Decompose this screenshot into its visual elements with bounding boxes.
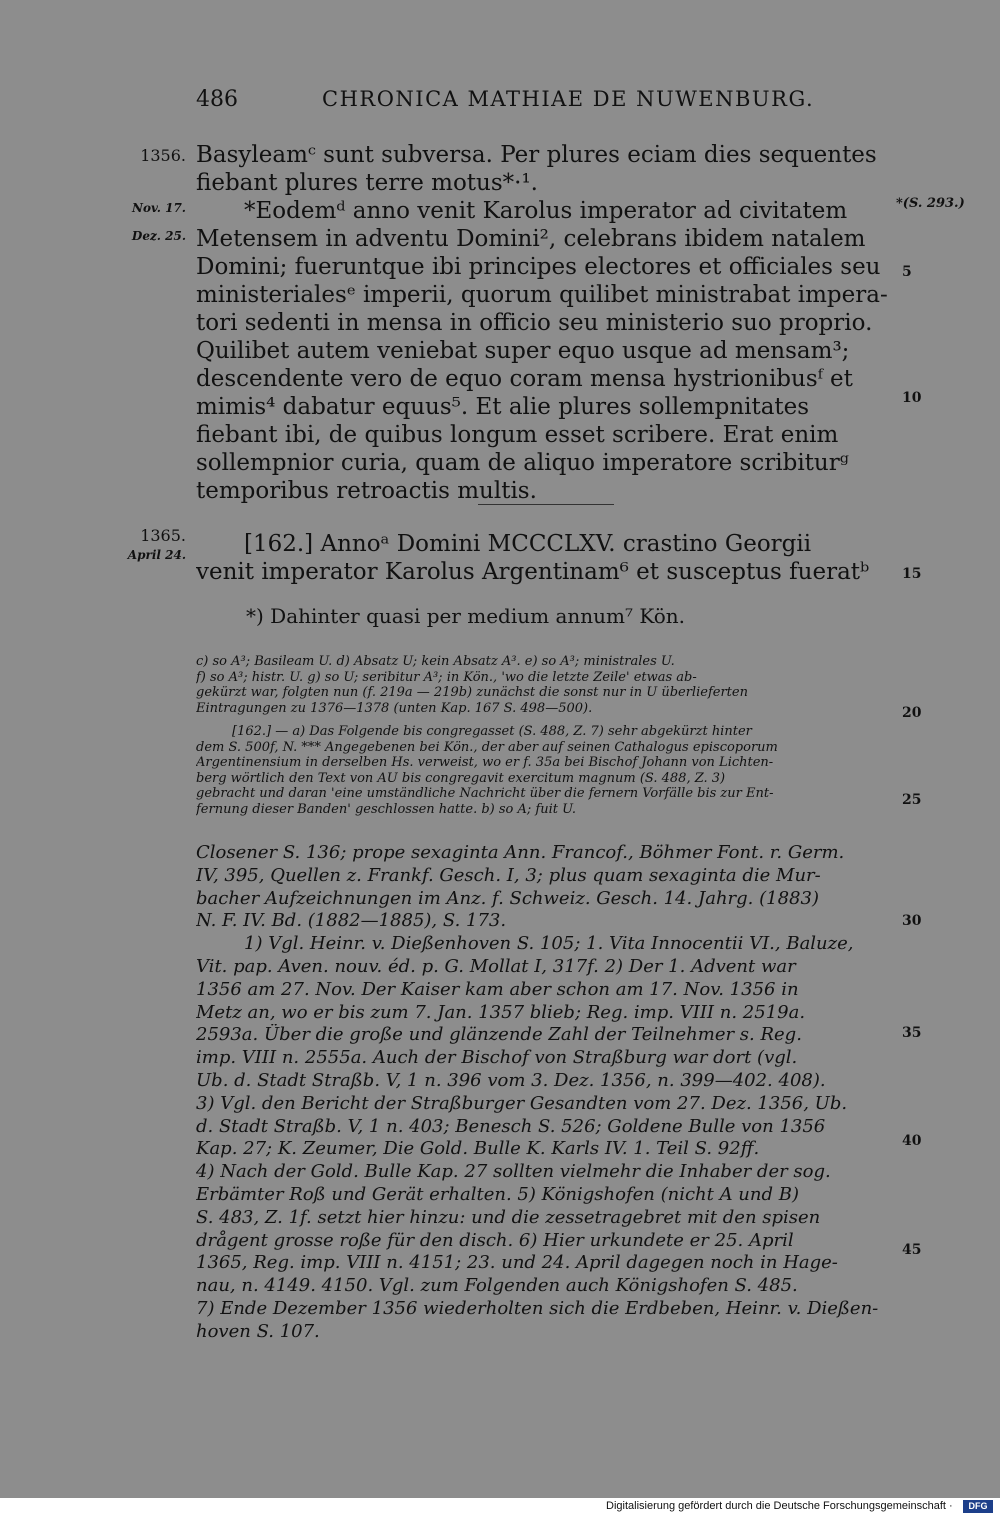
footnote-line: Kap. 27; K. Zeumer, Die Gold. Bulle K. Karls IV. 1. Teil S. 92ff. bbox=[196, 1138, 760, 1160]
margin-year-1356: 1356. bbox=[140, 146, 186, 165]
footnote-line: 2593a. Über die große und glänzende Zahl der Teilnehmer s. Reg. bbox=[196, 1024, 802, 1046]
footnote-line: IV, 395, Quellen z. Frankf. Gesch. I, 3; plus quam sexaginta die Mur- bbox=[196, 864, 821, 886]
footnote-line: 1356 am 27. Nov. Der Kaiser kam aber schon am 17. Nov. 1356 in bbox=[196, 978, 799, 1000]
text-line: *Eodemᵈ anno venit Karolus imperator ad civitatem bbox=[244, 198, 848, 224]
line-number: 5 bbox=[902, 264, 912, 280]
variant-line: Argentinensium in derselben Hs. verweist, wo er f. 35a bei Bischof Johann von Lichten- bbox=[196, 755, 774, 771]
line-number: 45 bbox=[902, 1242, 922, 1258]
footnote-line: Erbämter Roß und Gerät erhalten. 5) Königshofen (nicht A und B) bbox=[196, 1183, 799, 1205]
footnote-line: S. 483, Z. 1f. setzt hier hinzu: und die zessetragebret mit den spisen bbox=[196, 1206, 821, 1228]
footnote-line: 4) Nach der Gold. Bulle Kap. 27 sollten vielmehr die Inhaber der sog. bbox=[196, 1161, 831, 1183]
variant-line: [162.] — a) Das Folgende bis congregasset (S. 488, Z. 7) sehr abgekürzt hinter bbox=[232, 724, 752, 739]
margin-page-ref: *(S. 293.) bbox=[896, 196, 965, 211]
variant-line: fernung dieser Banden' geschlossen hatte. b) so A; fuit U. bbox=[196, 801, 576, 817]
variant-line: f) so A³; histr. U. g) so U; seribitur A³; in Kön., 'wo die letzte Zeile' etwas ab- bbox=[196, 669, 697, 685]
footnote-line: 3) Vgl. den Bericht der Straßburger Gesandten vom 27. Dez. 1356, Ub. bbox=[196, 1092, 848, 1114]
text-line: Domini; fueruntque ibi principes electores et officiales seu bbox=[196, 254, 881, 280]
footnotes-block bbox=[196, 842, 892, 1344]
variant-line: Eintragungen zu 1376—1378 (unten Kap. 167 S. 498—500). bbox=[196, 700, 593, 716]
text-line: venit imperator Karolus Argentinam⁶ et susceptus fueratᵇ bbox=[196, 559, 870, 585]
text-line: sollempnior curia, quam de aliquo imperatore scribiturᵍ bbox=[196, 450, 849, 476]
footnote-line: imp. VIII n. 2555a. Auch der Bischof von Straßburg war dort (vgl. bbox=[196, 1047, 798, 1069]
variant-line: gebracht und daran 'eine umständliche Nachricht über die fernern Vorfälle bis zur Ent- bbox=[196, 786, 774, 802]
variant-line: c) so A³; Basileam U. d) Absatz U; kein Absatz A³. e) so A³; ministrales U. bbox=[196, 654, 675, 669]
running-head: CHRONICA MATHIAE DE NUWENBURG. bbox=[322, 87, 815, 111]
footnote-line: hoven S. 107. bbox=[196, 1320, 320, 1342]
line-number: 10 bbox=[902, 390, 922, 406]
footnote-line: 1365, Reg. imp. VIII n. 4151; 23. und 24. April dagegen noch in Hage- bbox=[196, 1252, 838, 1274]
variant-line: dem S. 500f, N. *** Angegebenen bei Kön., der aber auf seinen Cathalogus episcoporum bbox=[196, 739, 778, 755]
line-number: 20 bbox=[902, 705, 922, 721]
margin-date-nov17: Nov. 17. bbox=[132, 201, 186, 215]
margin-date-april24: April 24. bbox=[127, 548, 186, 562]
margin-year-1365: 1365. bbox=[140, 526, 186, 545]
main-text-block bbox=[196, 141, 892, 505]
dfg-credit: Digitalisierung gefördert durch die Deutsche Forschungsgemeinschaft · bbox=[606, 1500, 953, 1512]
line-number: 30 bbox=[902, 913, 922, 929]
variant-line: berg wörtlich den Text von AU bis congregavit exercitum magnum (S. 488, Z. 3) bbox=[196, 770, 726, 786]
section-divider bbox=[478, 504, 614, 505]
margin-date-dec25: Dez. 25. bbox=[131, 229, 186, 243]
footnote-line: 1) Vgl. Heinr. v. Dießenhoven S. 105; 1. Vita Innocentii VI., Baluze, bbox=[244, 933, 854, 955]
section-162 bbox=[196, 530, 892, 586]
footnote-line: d. Stadt Straßb. V, 1 n. 403; Benesch S. 526; Goldene Bulle von 1356 bbox=[196, 1115, 826, 1137]
footnote-line: bacher Aufzeichnungen im Anz. f. Schweiz. Gesch. 14. Jahrg. (1883) bbox=[196, 887, 819, 909]
variant-line: gekürzt war, folgten nun (f. 219a — 219b) zunächst die sonst nur in U überlieferten bbox=[196, 685, 748, 701]
text-line: descendente vero de equo coram mensa hystrionibusᶠ et bbox=[196, 366, 853, 392]
text-line: fiebant ibi, de quibus longum esset scribere. Erat enim bbox=[196, 422, 839, 448]
text-line: mimis⁴ dabatur equus⁵. Et alie plures sollempnitates bbox=[196, 394, 810, 420]
dfg-logo: DFG bbox=[963, 1500, 993, 1513]
variant-notes-162 bbox=[196, 724, 892, 818]
footnote-line: drågent grosse roße für den disch. 6) Hier urkundete er 25. April bbox=[196, 1229, 794, 1251]
text-line: ministerialesᵉ imperii, quorum quilibet ministrabat impera- bbox=[196, 282, 888, 308]
text-line: Basyleamᶜ sunt subversa. Per plures eciam dies sequentes bbox=[196, 142, 877, 168]
variant-notes bbox=[196, 654, 892, 716]
line-number: 35 bbox=[902, 1025, 922, 1041]
footnote-line: 7) Ende Dezember 1356 wiederholten sich die Erdbeben, Heinr. v. Dießen- bbox=[196, 1297, 879, 1319]
text-line: Metensem in adventu Domini², celebrans ibidem natalem bbox=[196, 226, 866, 252]
line-number: 40 bbox=[902, 1133, 922, 1149]
footnote-line: N. F. IV. Bd. (1882—1885), S. 173. bbox=[196, 910, 507, 932]
line-number: 15 bbox=[902, 566, 922, 582]
footnote-line: Vit. pap. Aven. nouv. éd. p. G. Mollat I, 317f. 2) Der 1. Advent war bbox=[196, 955, 796, 977]
text-line: Quilibet autem veniebat super equo usque ad mensam³; bbox=[196, 338, 850, 364]
line-number: 25 bbox=[902, 792, 922, 808]
star-footnote: *) Dahinter quasi per medium annum⁷ Kön. bbox=[246, 604, 686, 628]
text-line: tori sedenti in mensa in officio seu ministerio suo proprio. bbox=[196, 310, 873, 336]
text-line: [162.] Annoᵃ Domini MCCCLXV. crastino Georgii bbox=[244, 531, 812, 557]
text-line: temporibus retroactis multis. bbox=[196, 478, 537, 504]
footnote-line: nau, n. 4149. 4150. Vgl. zum Folgenden auch Königshofen S. 485. bbox=[196, 1275, 798, 1297]
footnote-line: Closener S. 136; prope sexaginta Ann. Francof., Böhmer Font. r. Germ. bbox=[196, 842, 845, 863]
footnote-line: Ub. d. Stadt Straßb. V, 1 n. 396 vom 3. Dez. 1356, n. 399—402. 408). bbox=[196, 1069, 826, 1091]
text-line: fiebant plures terre motus*·¹. bbox=[196, 170, 538, 196]
footnote-line: Metz an, wo er bis zum 7. Jan. 1357 blieb; Reg. imp. VIII n. 2519a. bbox=[196, 1001, 806, 1023]
page-number: 486 bbox=[196, 87, 238, 112]
